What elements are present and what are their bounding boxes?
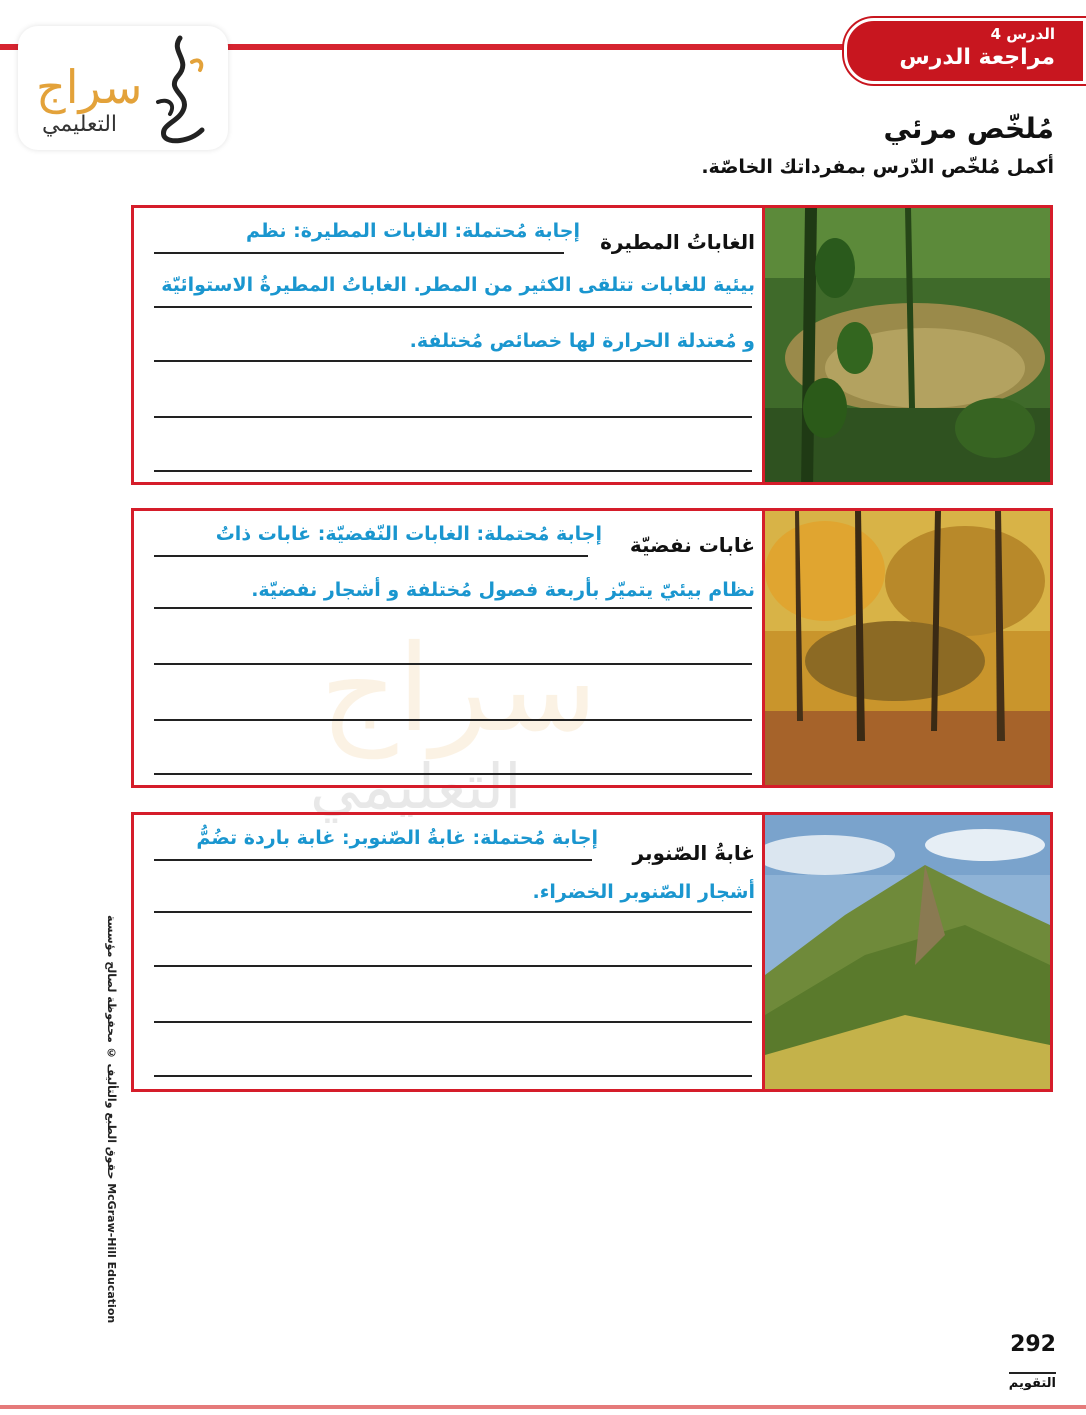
- writing-line: [154, 607, 752, 609]
- watermark-name: سراج: [320, 620, 598, 759]
- term-coniferous: غابةُ الصّنوبر: [632, 841, 755, 865]
- lesson-tab: [844, 18, 1086, 84]
- lesson-number: الدرس 4: [990, 25, 1055, 43]
- term-rainforest: الغاباتُ المطيرة: [600, 230, 755, 254]
- writing-line: [154, 859, 592, 861]
- lesson-title: مراجعة الدرس: [899, 45, 1055, 70]
- panel-coniferous: [131, 812, 1053, 1092]
- writing-line: [154, 252, 564, 254]
- writing-line: [154, 663, 752, 665]
- deciduous-forest-photo: [762, 511, 1050, 785]
- siraj-logo: [18, 26, 228, 150]
- watermark-subtitle: التعليمي: [310, 750, 522, 823]
- panel-rainforest: [131, 205, 1053, 485]
- answer-line: و مُعتدلة الحرارة لها خصائص مُختلفة.: [409, 330, 755, 352]
- answer-line: أشجار الصّنوبر الخضراء.: [532, 881, 755, 903]
- calligraphy-icon: [140, 32, 220, 148]
- rainforest-photo: [762, 208, 1050, 482]
- writing-line: [154, 470, 752, 472]
- section-title: مُلخّص مرئي: [883, 112, 1054, 145]
- coniferous-forest-photo: [762, 815, 1050, 1089]
- writing-line: [154, 360, 752, 362]
- answer-line: نظام بيئيّ يتميّز بأربعة فصول مُختلفة و أشجار نفضيّة.: [251, 579, 755, 601]
- copyright-credit: حقوق الطبع والتأليف © محفوظة لصالح مؤسسة McGraw-Hill Education: [105, 915, 118, 1324]
- writing-line: [154, 555, 588, 557]
- term-deciduous: غابات نفضيّة: [629, 533, 755, 557]
- writing-line: [154, 306, 752, 308]
- footer-rule: [0, 1405, 1086, 1409]
- answer-line: إجابة مُحتملة: الغابات المطيرة: نظم: [246, 220, 580, 242]
- answer-line: بيئية للغابات تتلقى الكثير من المطر. الغاباتُ المطيرةُ الاستوائيّة: [161, 274, 755, 296]
- writing-line: [154, 773, 752, 775]
- answer-line: إجابة مُحتملة: الغابات النّفضيّة: غابات ذاتُ: [215, 523, 602, 545]
- page-number: 292: [1010, 1332, 1056, 1357]
- logo-subtitle: التعليمي: [42, 112, 118, 137]
- writing-line: [154, 1075, 752, 1077]
- logo-name: سراج: [36, 60, 143, 114]
- page-label: التقويم: [1009, 1372, 1056, 1391]
- panel-deciduous: [131, 508, 1053, 788]
- writing-line: [154, 719, 752, 721]
- writing-line: [154, 911, 752, 913]
- answer-line: إجابة مُحتملة: غابةُ الصّنوبر: غابة باردة تضُمُّ: [196, 827, 598, 849]
- section-instruction: أكمل مُلخّص الدّرس بمفرداتك الخاصّة.: [701, 156, 1054, 178]
- writing-line: [154, 965, 752, 967]
- writing-line: [154, 1021, 752, 1023]
- writing-line: [154, 416, 752, 418]
